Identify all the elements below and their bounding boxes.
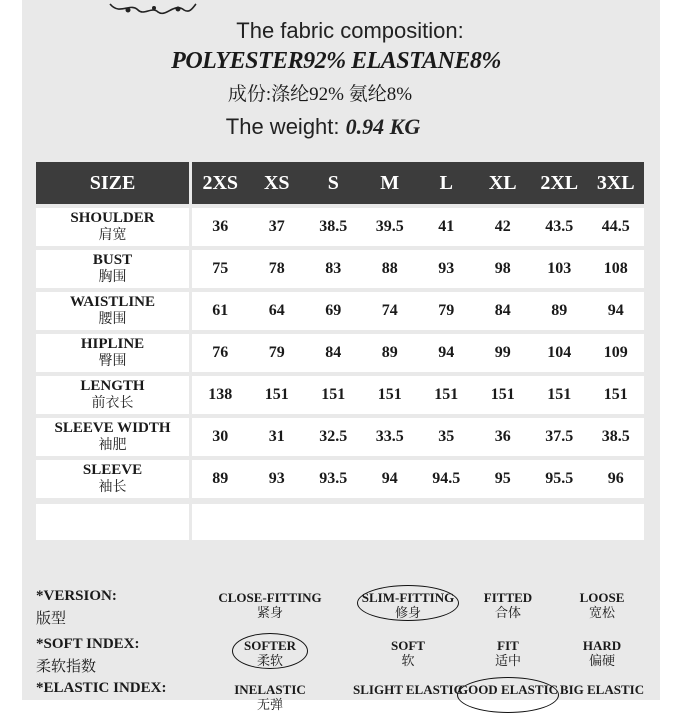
composition-en: POLYESTER92% ELASTANE8% — [171, 48, 501, 74]
composition-zh: 成份:涤纶92% 氨纶8% — [227, 84, 413, 105]
table-cell: 109 — [603, 344, 628, 361]
table-cell: 79 — [438, 302, 455, 319]
composition-label: The fabric composition: — [236, 18, 464, 43]
row-values — [192, 376, 644, 414]
size-header-m: M — [380, 171, 400, 194]
option-label: GOOD ELASTIC — [457, 682, 559, 697]
row-label-zh: 胸围 — [98, 270, 127, 285]
row-label-en: WAISTLINE — [69, 294, 156, 310]
row-label-zh: 前衣长 — [91, 396, 134, 411]
table-cell: 38.5 — [601, 428, 630, 445]
row-label-en: SLEEVE WIDTH — [54, 420, 171, 436]
table-row — [36, 334, 644, 372]
table-cell: 37.5 — [545, 428, 574, 445]
table-row — [36, 376, 644, 414]
table-row — [36, 418, 644, 456]
row-label — [36, 250, 189, 288]
table-cell: 84 — [325, 344, 342, 361]
option-label: FIT — [497, 638, 519, 653]
table-cell: 94 — [381, 470, 398, 487]
table-cell: 79 — [268, 344, 285, 361]
table-cell: 75 — [212, 260, 229, 277]
row-label-zh: 臀围 — [98, 354, 127, 369]
row-label — [36, 208, 189, 246]
table-cell: 95 — [494, 470, 511, 487]
row-values — [192, 208, 644, 246]
table-cell: 151 — [603, 386, 628, 403]
weight-value: 0.94 KG — [345, 114, 421, 139]
row-label-en: SLEEVE — [82, 462, 143, 478]
table-cell: 35 — [438, 428, 455, 445]
table-cell: 98 — [494, 260, 511, 277]
elastic-index-option — [210, 682, 330, 712]
table-cell: 151 — [490, 386, 515, 403]
row-values — [192, 460, 644, 498]
size-header-label: SIZE — [36, 162, 192, 204]
weight-line — [0, 114, 646, 140]
table-cell: 94 — [607, 302, 624, 319]
table-cell: 30 — [212, 428, 229, 445]
option-label: INELASTIC — [234, 682, 306, 697]
table-cell: 93 — [438, 260, 455, 277]
option-label: SOFTER — [243, 638, 296, 653]
table-cell: 39.5 — [375, 218, 404, 235]
size-header-values — [192, 162, 644, 204]
table-row — [36, 292, 644, 330]
soft-index-label-zh: 柔软指数 — [36, 659, 97, 675]
table-cell: 151 — [547, 386, 572, 403]
size-table — [36, 162, 644, 540]
table-cell: 151 — [321, 386, 346, 403]
table-cell: 44.5 — [601, 218, 630, 235]
option-label: LOOSE — [579, 590, 625, 605]
row-label-en: BUST — [92, 252, 133, 268]
table-cell: 76 — [212, 344, 229, 361]
size-header-3xl: 3XL — [596, 171, 635, 194]
table-cell: 42 — [494, 218, 511, 235]
table-cell: 151 — [264, 386, 289, 403]
row-label-en: SHOULDER — [70, 210, 155, 226]
table-cell: 93.5 — [319, 470, 348, 487]
table-cell: 103 — [547, 260, 572, 277]
table-cell: 94.5 — [432, 470, 461, 487]
row-label-zh: 袖肥 — [98, 438, 127, 453]
table-cell: 108 — [603, 260, 628, 277]
row-label-en: LENGTH — [80, 378, 145, 394]
empty-row-values — [192, 504, 644, 540]
table-cell: 84 — [494, 302, 511, 319]
row-label — [36, 292, 189, 330]
size-header-2xl: 2XL — [540, 171, 579, 194]
row-values — [192, 292, 644, 330]
soft-index-option-selected — [210, 638, 330, 668]
version-label: *VERSION: — [36, 588, 117, 604]
table-row — [36, 460, 644, 498]
option-label: CLOSE-FITTING — [218, 590, 322, 605]
table-cell: 36 — [494, 428, 511, 445]
table-cell: 74 — [381, 302, 398, 319]
table-cell: 31 — [268, 428, 285, 445]
option-label: SLIM-FITTING — [361, 590, 455, 605]
row-label — [36, 376, 189, 414]
table-cell: 43.5 — [545, 218, 574, 235]
table-cell: 37 — [268, 218, 285, 235]
row-values — [192, 418, 644, 456]
version-label-zh: 版型 — [36, 611, 67, 627]
table-cell: 64 — [268, 302, 285, 319]
table-cell: 36 — [212, 218, 229, 235]
row-label — [36, 460, 189, 498]
version-option — [210, 590, 330, 620]
size-table-rows — [36, 208, 644, 498]
table-cell: 95.5 — [545, 470, 574, 487]
table-cell: 89 — [381, 344, 398, 361]
option-label-zh: 修身 — [394, 605, 421, 620]
weight-label: The weight: — [225, 114, 340, 139]
option-label-zh: 偏硬 — [588, 653, 615, 668]
row-label-zh: 腰围 — [98, 312, 127, 327]
option-label-zh: 宽松 — [588, 605, 615, 620]
table-cell: 32.5 — [319, 428, 348, 445]
option-label-zh: 软 — [401, 653, 415, 668]
table-cell: 151 — [434, 386, 459, 403]
row-label — [36, 418, 189, 456]
table-row — [36, 250, 644, 288]
row-values — [192, 250, 644, 288]
size-header-s: S — [327, 171, 339, 194]
table-cell: 89 — [551, 302, 568, 319]
table-cell: 78 — [268, 260, 285, 277]
option-label-zh: 适中 — [494, 653, 521, 668]
table-cell: 83 — [325, 260, 342, 277]
option-label: SLIGHT ELASTIC — [353, 682, 463, 697]
empty-row — [36, 504, 644, 540]
table-cell: 69 — [325, 302, 342, 319]
row-label-en: HIPLINE — [80, 336, 145, 352]
table-cell: 61 — [212, 302, 229, 319]
elastic-index-option — [542, 682, 662, 697]
soft-index-label: *SOFT INDEX: — [36, 636, 140, 652]
size-header-xl: XL — [488, 171, 517, 194]
elastic-index-label: *ELASTIC INDEX: — [36, 680, 167, 696]
size-header-l: L — [439, 171, 453, 194]
row-values — [192, 334, 644, 372]
table-cell: 93 — [268, 470, 285, 487]
size-header-2xs: 2XS — [202, 171, 239, 194]
table-cell: 33.5 — [375, 428, 404, 445]
size-table-header — [36, 162, 644, 204]
option-label-zh: 柔软 — [256, 653, 283, 668]
table-cell: 104 — [547, 344, 572, 361]
table-cell: 151 — [377, 386, 402, 403]
option-label: FITTED — [483, 590, 533, 605]
table-cell: 41 — [438, 218, 455, 235]
table-cell: 99 — [494, 344, 511, 361]
option-label-zh: 合体 — [494, 605, 521, 620]
row-label-zh: 袖长 — [98, 480, 127, 495]
row-label — [36, 334, 189, 372]
table-cell: 88 — [381, 260, 398, 277]
option-label: HARD — [582, 638, 622, 653]
table-cell: 38.5 — [319, 218, 348, 235]
option-label-zh: 紧身 — [256, 605, 283, 620]
row-label-zh: 肩宽 — [98, 228, 127, 243]
version-option — [542, 590, 662, 620]
table-row — [36, 208, 644, 246]
option-label: BIG ELASTIC — [559, 682, 645, 697]
table-cell: 138 — [208, 386, 233, 403]
table-cell: 89 — [212, 470, 229, 487]
option-label-zh: 无弹 — [256, 697, 283, 712]
soft-index-option — [542, 638, 662, 668]
option-label: SOFT — [391, 638, 425, 653]
size-header-xs: XS — [263, 171, 290, 194]
table-cell: 96 — [607, 470, 624, 487]
empty-row-label — [36, 504, 189, 540]
ornament-icon — [108, 0, 198, 18]
table-cell: 94 — [438, 344, 455, 361]
